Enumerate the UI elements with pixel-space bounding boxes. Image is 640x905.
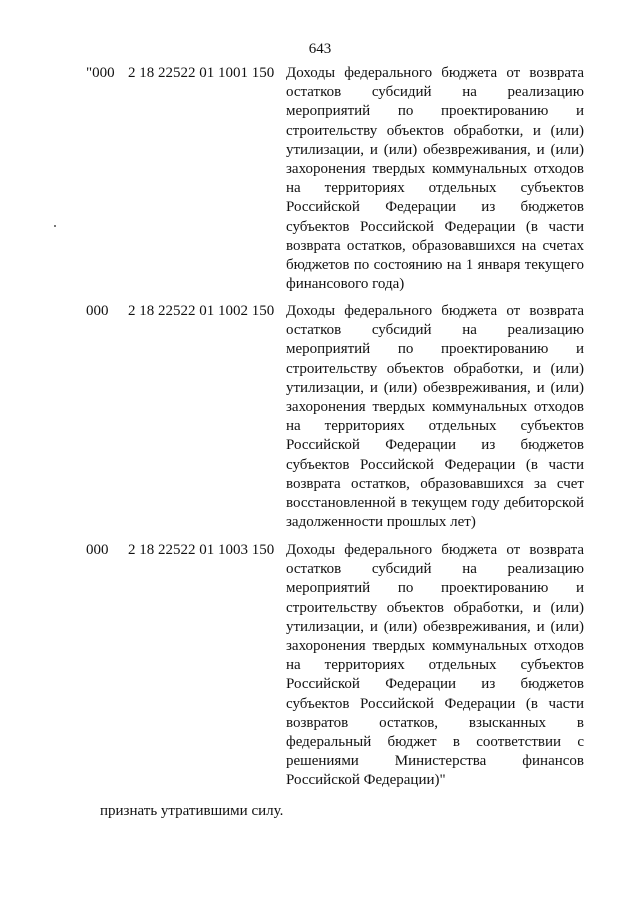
closing-text: признать утратившими силу. <box>100 803 284 819</box>
kbk-code: 2 18 22522 01 1003 150 <box>128 542 275 558</box>
entry-description: Доходы федерального бюджета от возврата остатков субсидий на реализацию мероприятий по проектированию и строительству объектов обработки, и (или) утилизации, и (или) обезвреживания, и (или) захоронения твердых коммунальных отходов на территориях отдельных субъектов Российской Федерации из бюджетов субъектов Российской Федерации (в части возврата остатков, образовавшихся на счетах бюджетов по состоянию на 1 января текущего финансового года) <box>286 65 584 293</box>
admin-code: 000 <box>86 542 109 558</box>
page-number: 643 <box>308 41 332 57</box>
entry-description: Доходы федерального бюджета от возврата остатков субсидий на реализацию мероприятий по проектированию и строительству объектов обработки, и (или) утилизации, и (или) обезвреживания, и (или) захоронения твердых коммунальных отходов на территориях отдельных субъектов Российской Федерации из бюджетов субъектов Российской Федерации (в части возвратов остатков, взысканных в федеральный бюджет в соответствии с решениями Министерства финансов Российской Федерации)" <box>286 542 584 789</box>
scan-speck <box>54 225 56 227</box>
admin-code: 000 <box>86 303 109 319</box>
admin-code: "000 <box>86 65 115 81</box>
entry-description: Доходы федерального бюджета от возврата остатков субсидий на реализацию мероприятий по проектированию и строительству объектов обработки, и (или) утилизации, и (или) обезвреживания, и (или) захоронения твердых коммунальных отходов на территориях отдельных субъектов Российской Федерации из бюджетов субъектов Российской Федерации (в части возврата остатков, образовавшихся за счет восстановленной в текущем году дебиторской задолженности прошлых лет) <box>286 303 584 531</box>
kbk-code: 2 18 22522 01 1001 150 <box>128 65 275 81</box>
kbk-code: 2 18 22522 01 1002 150 <box>128 303 275 319</box>
